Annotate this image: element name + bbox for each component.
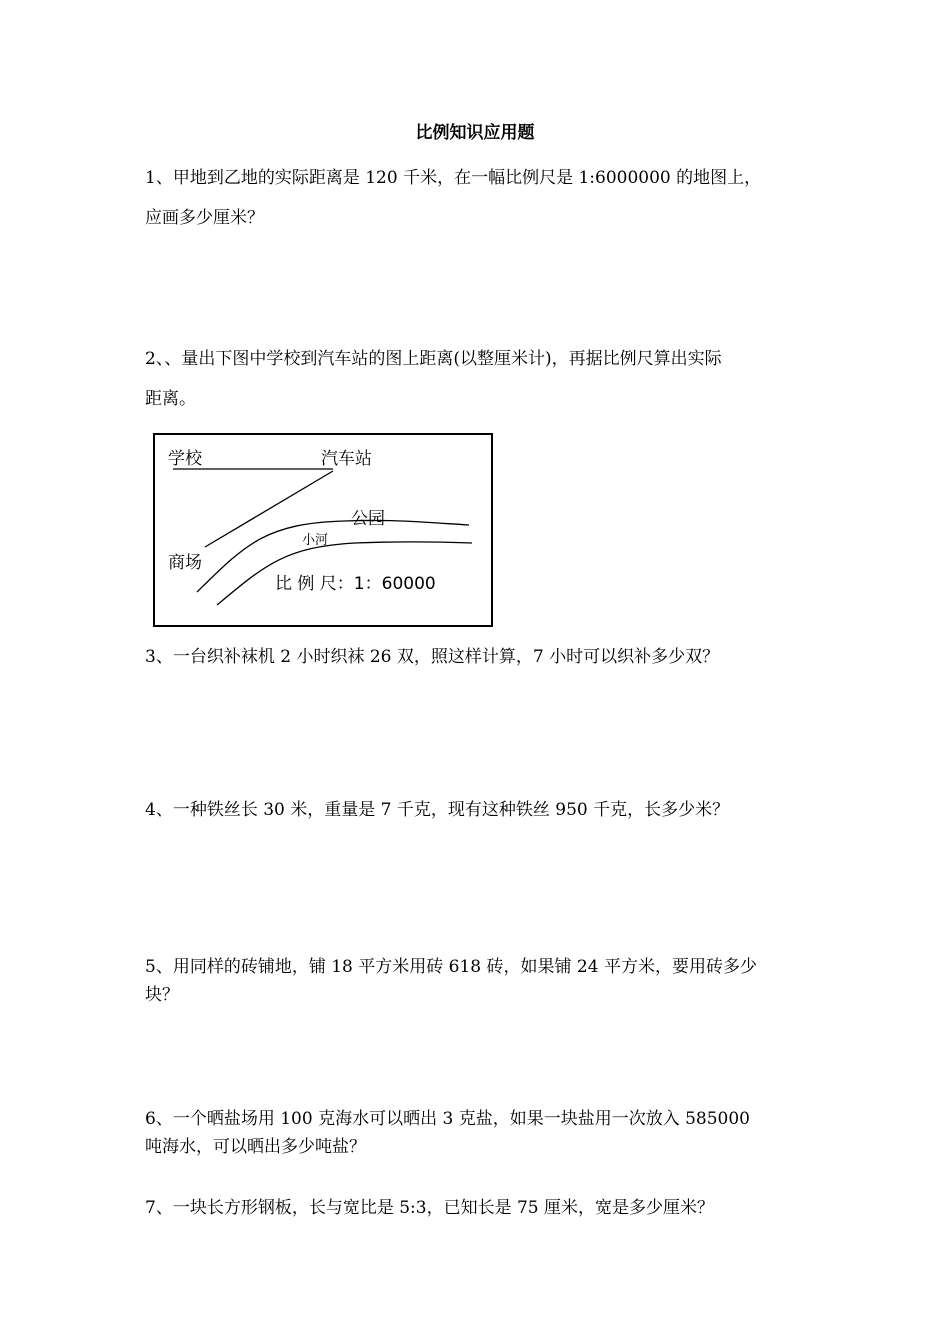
question-6 <box>145 1105 815 1161</box>
question-1-line-2: 应画多少厘米？ <box>145 208 264 228</box>
question-3 <box>145 637 815 677</box>
question-5-line-1: 5、用同样的砖铺地，铺 18 平方米用砖 618 砖，如果铺 24 平方米，要用砖多少 <box>145 957 757 977</box>
question-5 <box>145 953 815 1009</box>
question-4 <box>145 790 815 830</box>
question-1-line-1: 1、甲地到乙地的实际距离是 120 千米，在一幅比例尺是 1:6000000 的地图上， <box>145 168 762 188</box>
map-scale: 比 例 尺：1：60000 <box>275 574 436 594</box>
question-3-line-1: 3、一台织补袜机 2 小时织袜 26 双，照这样计算，7 小时可以织补多少双？ <box>145 647 720 667</box>
map-label-bus-station: 汽车站 <box>321 449 372 469</box>
question-1 <box>145 158 815 238</box>
question-5-line-2: 块？ <box>145 985 179 1005</box>
question-2-line-2: 距离。 <box>145 389 196 409</box>
question-6-line-2: 吨海水，可以晒出多少吨盐？ <box>145 1137 366 1157</box>
map-label-river: 小河 <box>302 533 329 548</box>
question-4-line-1: 4、一种铁丝长 30 米，重量是 7 千克，现有这种铁丝 950 千克，长多少米？ <box>145 800 730 820</box>
question-6-line-1: 6、一个晒盐场用 100 克海水可以晒出 3 克盐，如果一块盐用一次放入 585000 <box>145 1109 750 1129</box>
map-label-mall: 商场 <box>168 553 202 573</box>
question-2-line-1: 2、、量出下图中学校到汽车站的图上距离(以整厘米计)，再据比例尺算出实际 <box>145 349 722 369</box>
map-label-school: 学校 <box>168 449 202 469</box>
map-diagram <box>153 433 493 627</box>
page-title: 比例知识应用题 <box>415 123 535 143</box>
question-7-line-1: 7、一块长方形钢板，长与宽比是 5:3，已知长是 75 厘米，宽是多少厘米？ <box>145 1198 715 1218</box>
question-7 <box>145 1188 815 1228</box>
map-label-park: 公园 <box>351 509 385 529</box>
question-2 <box>145 339 815 419</box>
